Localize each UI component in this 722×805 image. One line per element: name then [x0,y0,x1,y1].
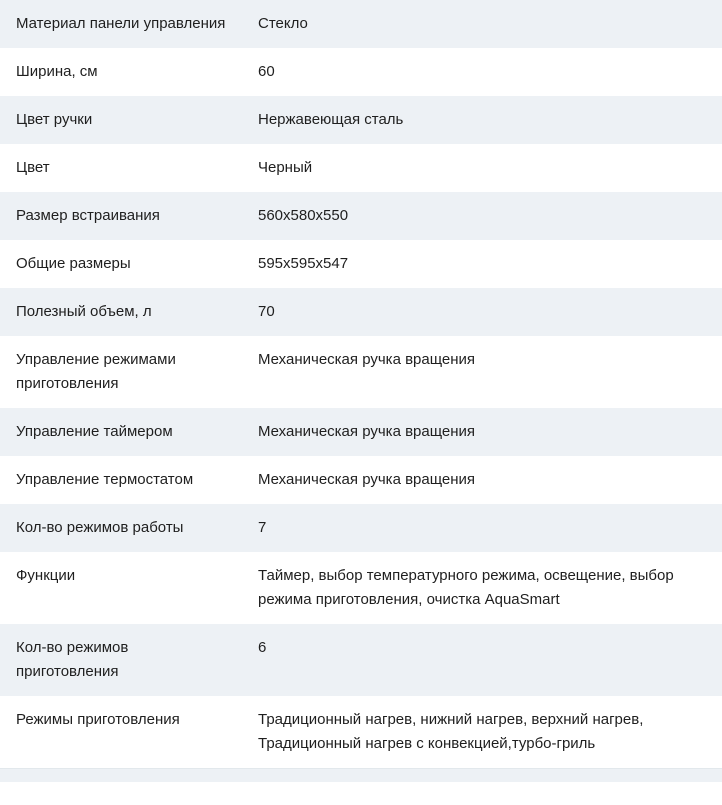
spec-label: Кол-во режимов приготовления [16,639,129,680]
spec-value: 7 [258,519,267,536]
spec-row [0,696,722,768]
spec-row [0,456,722,504]
spec-row [0,336,722,408]
spec-value: Механическая ручка вращения [258,351,476,368]
spec-label: Общие размеры [16,255,131,272]
spec-row [0,240,722,288]
spec-label: Размер встраивания [16,207,160,224]
spec-row [0,552,722,624]
spec-label: Полезный объем, л [16,303,152,320]
spec-value: Стекло [258,15,308,32]
spec-row [0,624,722,696]
spec-value: 595x595x547 [258,255,349,272]
spec-value: Механическая ручка вращения [258,471,476,488]
spec-row [0,144,722,192]
spec-label: Материал панели управления [16,15,226,32]
spec-value: Черный [258,159,313,176]
spec-row [0,96,722,144]
spec-value: Нержавеющая сталь [258,111,404,128]
spec-value: Традиционный нагрев, нижний нагрев, верхний нагрев, Традиционный нагрев с конвекцией,турбо-гриль [258,711,644,752]
spec-value: 560x580x550 [258,207,349,224]
spec-label: Управление таймером [16,423,173,440]
spec-row [0,288,722,336]
spec-label: Цвет [16,159,50,176]
spec-label: Управление режимами приготовления [16,351,176,392]
spec-value: Механическая ручка вращения [258,423,476,440]
spec-label: Режимы приготовления [16,711,180,728]
spec-row [0,504,722,552]
spec-label: Цвет ручки [16,111,93,128]
spec-value: Таймер, выбор температурного режима, освещение, выбор режима приготовления, очистка AquaSmart [258,567,674,608]
spec-label: Функции [16,567,76,584]
partial-next-row [0,768,722,782]
spec-label: Кол-во режимов работы [16,519,184,536]
spec-row [0,0,722,48]
spec-value: 60 [258,63,275,80]
spec-label: Управление термостатом [16,471,194,488]
spec-label: Ширина, см [16,63,98,80]
spec-row [0,192,722,240]
spec-value: 70 [258,303,275,320]
spec-value: 6 [258,639,267,656]
spec-row [0,48,722,96]
spec-row [0,408,722,456]
